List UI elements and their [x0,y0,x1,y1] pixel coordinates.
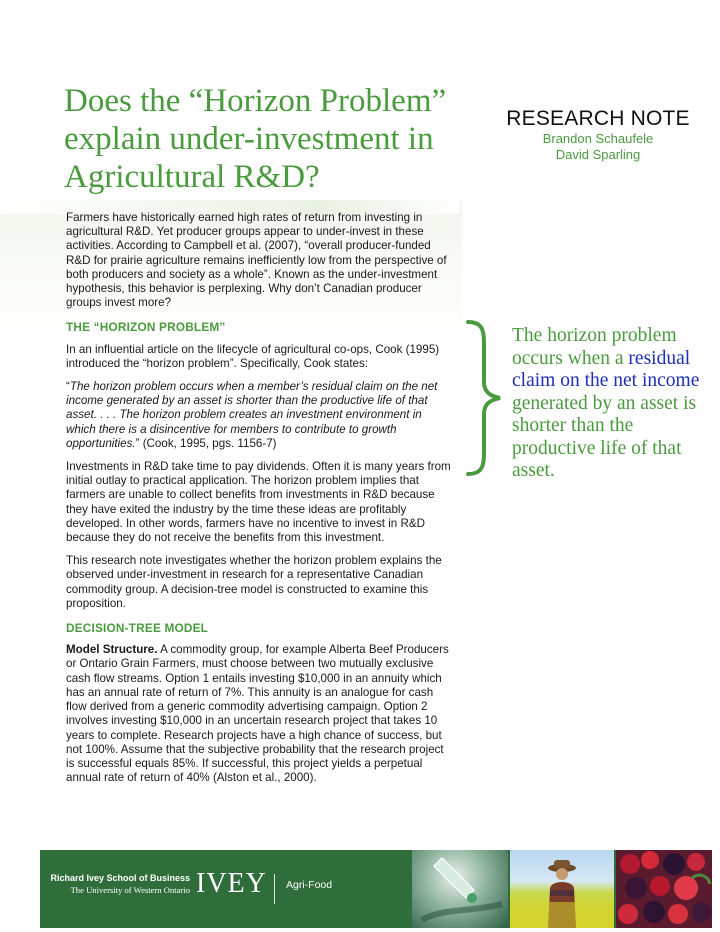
section-heading-decision-tree: DECISION-TREE MODEL [66,621,209,636]
farmer-icon [510,850,614,928]
ivey-logo: IVEY [196,868,267,899]
lab-photo [412,850,508,928]
curly-brace-icon [462,318,506,478]
intro-paragraph: Farmers have historically earned high rates of return from investing in agricultural R&D. Yet producer groups appear to under-invest in these activities. According to Campbell et al. (2007), “overall producer-funded R&D for prairie agriculture remains inefficiently low from the perspective of both producers and society as a whole”. Known as the under-investment hypothesis, this behavior is perplexing. Why don’t Canadian producer groups invest more? [66,211,447,310]
school-name [40,872,190,896]
title-line-1: Does the “Horizon Problem” [64,83,447,119]
main-column [66,211,454,794]
footer-divider [274,874,275,904]
pull-quote-text-2: generated by an asset is shorter than the productive life of that asset. [512,392,697,481]
author-1: Brandon Schaufele [542,131,654,146]
horizon-paragraph-3: This research note investigates whether the horizon problem explains the observed under-investment in research for a representative Canadian commodity group. A decision-tree model is constructed to examine this proposition. [66,554,442,610]
author-2: David Sparling [555,147,641,162]
quote-italic-text: The horizon problem occurs when a member’s residual claim on the net income generated by an asset is shorter than the productive life of that asset. . . . The horizon problem creates an investment environment in which there is a disincentive for members to contribute to growth opportunities. [66,380,438,450]
horizon-paragraph-1: In an influential article on the lifecycle of agricultural co-ops, Cook (1995) introduced the “horizon problem”. Specifically, Cook states: [66,342,440,370]
horizon-paragraph-2: Investments in R&D take time to pay dividends. Often it is many years from initial outlay to practical application. The horizon problem implies that farmers are unable to collect benefits from investments in R&D because they have exited the industry by the time these ideas are profitably developed. In other words, farmers have no incentive to invest in R&D because they do not receive the benefits from this investment. [66,460,451,545]
research-note-box [490,107,706,163]
title-line-3: Agricultural R&D? [64,159,320,195]
berries-photo [616,850,712,928]
pull-quote-highlight: residual claim on the net income [512,347,700,391]
quote-open-mark: “ [66,380,70,394]
model-structure-lead: Model Structure. [66,643,158,657]
test-tube-icon [412,850,508,928]
pull-quote [512,325,712,483]
section-heading-horizon-problem: THE “HORIZON PROBLEM” [66,320,226,335]
program-label: Agri-Food [286,879,333,891]
farmer-field-photo [510,850,614,928]
berries-icon [616,850,712,928]
pull-quote-text-1: The horizon problem occurs when a [512,325,677,369]
page-title [64,82,484,196]
cook-quote [66,380,454,451]
footer-banner [40,850,712,928]
research-note-label: RESEARCH NOTE [506,107,690,130]
model-structure-text: A commodity group, for example Alberta Beef Producers or Ontario Grain Farmers, must choose between two mutually exclusive cash flow streams. Option 1 entails investing $10,000 in an annuity which has an annual rate of return of 7%. This annuity is an analogue for cash flow derived from a generic commodity advertising campaign. Option 2 involves investing $10,000 in an uncertain research project that takes 10 years to complete. Research projects have a high chance of success, but not 100%. Assume that the subjective probability that the research project is successful equals 85%. If successful, this project yields a perpetual annual rate of return of 40% (Alston et al., 2000). [66,643,449,785]
title-line-2: explain under-investment in [64,121,434,157]
model-structure-paragraph [66,643,454,785]
quote-citation: ” (Cook, 1995, pgs. 1156-7) [135,436,277,450]
school-name-line-2: The University of Western Ontario [70,885,190,895]
school-name-line-1: Richard Ivey School of Business [50,873,190,883]
